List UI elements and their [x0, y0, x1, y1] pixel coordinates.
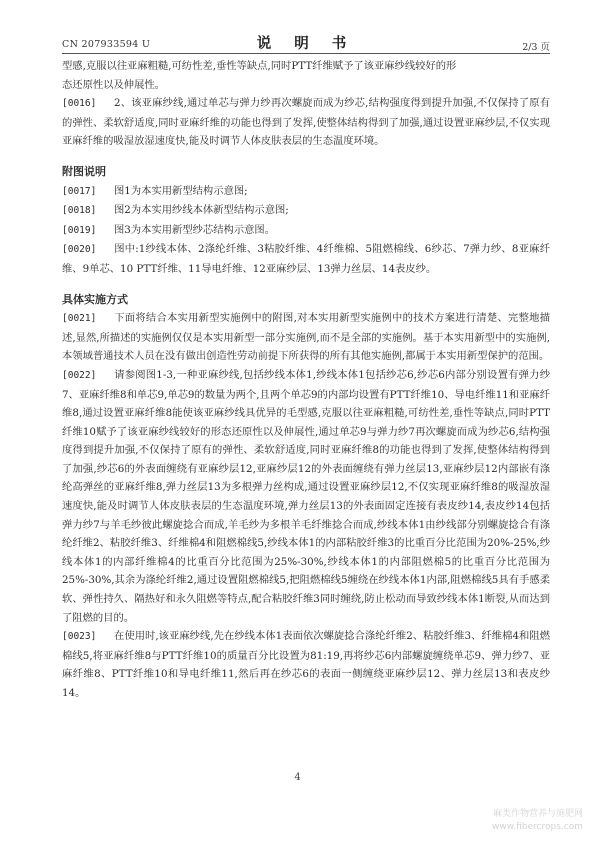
page-indicator: 2/3 页 — [522, 42, 550, 53]
paragraph-0017 — [62, 182, 550, 202]
section-heading-embodiment: 具体实施方式 — [62, 292, 128, 306]
paragraph-number: [0018] — [62, 205, 97, 217]
paragraph-number: [0019] — [62, 224, 97, 236]
paragraph-number: [0020] — [62, 244, 97, 256]
header-rule — [62, 53, 550, 54]
paragraph-0018 — [62, 201, 550, 221]
paragraph-0023 — [62, 627, 550, 702]
paragraph-0016 — [62, 94, 550, 151]
watermark-title: 麻类作物营养与施肥网 — [492, 809, 583, 819]
paragraph-text: 在使用时,该亚麻纱线,先在纱线本体1表面依次螺旋捻合涤纶纤维2、粘胶纤维3、纤维棉4和阻燃棉线5,将亚麻纤维8与PTT纤维10的质量百分比设置为81:19,再将纱芯6内部螺旋缠绕单芯9、弹力纱7、亚麻纤维8、PTT纤维10和导电纤维11,然后再在纱芯6的表面一侧缠绕亚麻纱层12、弹力丝层13和表皮纱14。 — [62, 630, 550, 699]
paragraph-text: 下面将结合本实用新型实施例中的附图,对本实用新型实施例中的技术方案进行清楚、完整地描述,显然,所描述的实施例仅仅是本实用新型一部分实施例,而不是全部的实施例。基于本实用新型中的实施例,本领域普通技术人员在没有做出创造性劳动前提下所获得的所有其他实施例,都属于本实用新型保护的范围。 — [62, 312, 550, 363]
paragraph-text: 图中:1纱线本体、2涤纶纤维、3粘胶纤维、4纤维棉、5阻燃棉线、6纱芯、7弹力纱、8亚麻纤维、9单芯、10 PTT纤维、11导电纤维、12亚麻纱层、13弹力丝层、14表皮纱。 — [62, 243, 550, 275]
paragraph-number: [0023] — [62, 631, 97, 643]
paragraph-0020 — [62, 240, 550, 278]
paragraph-0021 — [62, 309, 550, 366]
watermark-url: www.fibercrops.com — [492, 822, 583, 832]
document-title: 说 明 书 — [256, 35, 356, 52]
paragraph-0019 — [62, 221, 550, 241]
page-header — [62, 31, 550, 53]
paragraph-text: 图1为本实用新型结构示意图; — [114, 184, 248, 197]
site-watermark — [492, 808, 583, 834]
intro-line-1: 型感,克服以往亚麻粗糙,可纺性差,垂性等缺点,同时PTT纤维赋予了该亚麻纱线较好的形 — [62, 60, 457, 72]
paragraph-number: [0016] — [62, 98, 97, 110]
paragraph-text: 图3为本实用新型纱芯结构示意图。 — [114, 223, 276, 236]
paragraph-text: 请参阅图1-3,一种亚麻纱线,包括纱线本体1,纱线本体1包括纱芯6,纱芯6内部分别设置有弹力纱7、亚麻纤维8和单芯9,单芯9的数量为两个,且两个单芯9的内部均设置有PTT纤维10、导电纤维11和亚麻纤维8,通过设置亚麻纤维8能使该亚麻纱线具优异的毛型感,克服以往亚麻粗糙,可纺性差,垂性等缺点,同时PTT纤维10赋予了该亚麻纱线较好的形态还原性以及伸展性,通过单芯9与弹力纱7再次螺旋而成为纱芯6,结构强度得到提升加强,不仅保持了原有的弹性、柔软舒适度,同时亚麻纤维8的功能也得到了发挥,使整体结构得到了加强,纱芯6的外表面缠绕有亚麻纱层12,亚麻纱层12的外表面缠绕有弹力丝层13,亚麻纱层12内部嵌有涤纶高弹丝的亚麻纤维8,弹力丝层13为多根弹力丝构成,通过设置亚麻纱层12,不仅实现亚麻纤维8的吸湿放湿速度快,能及时调节人体皮肤表层的生态温度环境,弹力丝层13的外表面固定连接有表皮纱14,表皮纱14包括弹力纱7与羊毛纱彼此螺旋捻合而成,羊毛纱为多根羊毛纤维捻合而成,纱线本体1由纱线部分别螺旋捻合有涤纶纤维2、粘胶纤维3、纤维棉4和阻燃棉线5,纱线本体1的内部粘胶纤维3的比重百分比范围为20%-25%,纱线本体1的内部纤维棉4的比重百分比范围为25%-30%,纱线本体1的内部阻燃棉5的比重百分比范围为25%-30%,其余为涤纶纤维2,通过设置阻燃棉线5,把阻燃棉线5缠绕在纱线本体1内部,阻燃棉线5具有手感柔软、弹性持久、隔热好和永久阻燃等特点,配合粘胶纤维3同时缠绕,防止松动而导致纱线本体1断裂,从而达到了阻燃的目的。 — [62, 368, 550, 624]
paragraph-number: [0017] — [62, 185, 97, 197]
paragraph-number: [0021] — [62, 313, 97, 325]
intro-line-2: 态还原性以及伸展性。 — [62, 78, 165, 91]
paragraph-0022 — [62, 366, 550, 627]
page-number: 4 — [294, 772, 301, 783]
patent-number: CN 207933594 U — [62, 39, 151, 50]
document-body — [62, 57, 550, 703]
section-heading-figures: 附图说明 — [62, 164, 106, 178]
paragraph-number: [0022] — [62, 369, 97, 381]
paragraph-text: 2、该亚麻纱线,通过单芯与弹力纱再次螺旋而成为纱芯,结构强度得到提升加强,不仅保持了原有的弹性、柔软舒适度,同时亚麻纤维的功能也得到了发挥,使整体结构得到了加强,通过设置亚麻纱层,不仅实现亚麻纤维的吸湿放湿速度快,能及时调节人体皮肤表层的生态温度环境。 — [62, 97, 550, 148]
paragraph-text: 图2为本实用纱线本体新型结构示意图; — [114, 204, 289, 217]
